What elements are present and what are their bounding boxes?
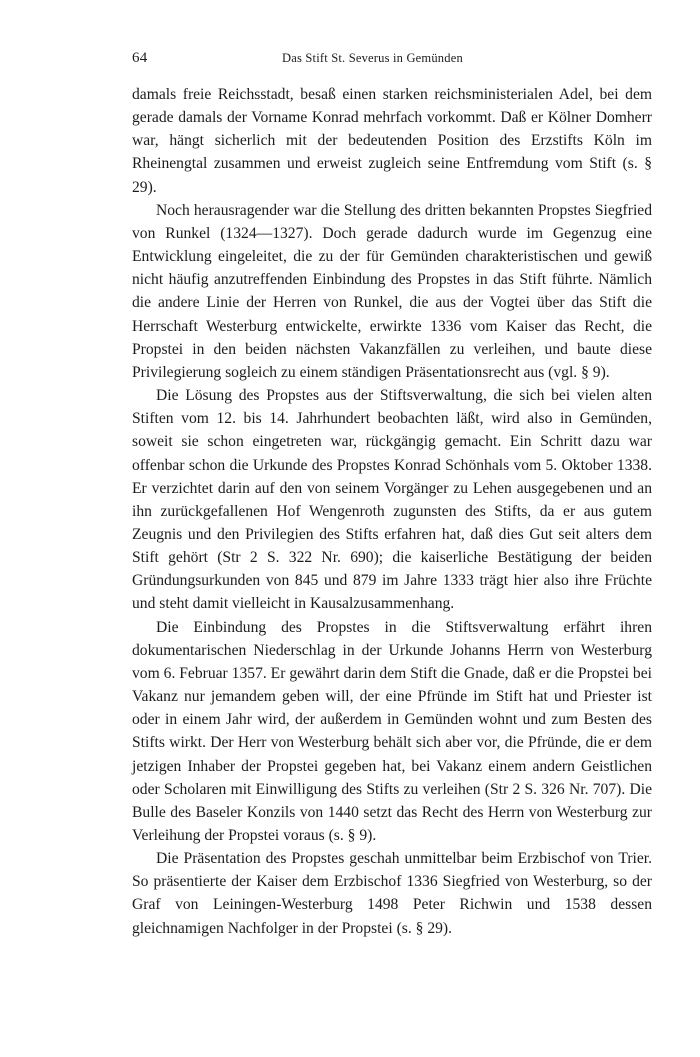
paragraph: Die Lösung des Propstes aus der Stiftsverwaltung, die sich bei vielen alten Stiften vom 12. bis 14. Jahrhundert beobachten läßt, wird also in Gemünden, soweit sie schon eingetreten war, rückgängig gemacht. Ein Schritt dazu war offenbar schon die Urkunde des Propstes Konrad Schönhals vom 5. Oktober 1338. Er verzichtet darin auf den von seinem Vorgänger zu Lehen ausgegebenen und an ihn zurückgefallenen Hof Wengenroth zugunsten des Stifts, da er aus gutem Zeugnis und den Privilegien des Stifts erfahren hat, daß dies Gut seit alters dem Stift gehört (Str 2 S. 322 Nr. 690); die kaiserliche Bestätigung der beiden Gründungsurkunden von 845 und 879 im Jahre 1333 trägt hier also ihre Früchte und steht damit vielleicht in Kausalzusammenhang. — [132, 387, 652, 613]
paragraph: damals freie Reichsstadt, besaß einen starken reichsministerialen Adel, bei dem gerade damals der Vorname Konrad mehrfach vorkommt. Daß er Kölner Domherr war, hängt sicherlich mit der bedeutenden Position des Erzstifts Köln im Rheinengtal zusammen und erweist zugleich seine Entfremdung vom Stift (s. § 29). — [132, 86, 652, 196]
paragraph: Noch herausragender war die Stellung des dritten bekannten Propstes Siegfried von Runkel (1324—1327). Doch gerade dadurch wurde im Gegenzug eine Entwicklung eingeleitet, die zu der für Gemünden charakteristischen und gewiß nicht häufig anzutreffenden Einbindung des Propstes in das Stift führte. Nämlich die andere Linie der Herren von Runkel, die aus der Vogtei über das Stift die Herrschaft Westerburg entwickelte, erwirkte 1336 vom Kaiser das Recht, die Propstei in den beiden nächsten Vakanzfällen zu verleihen, und baute diese Privilegierung sogleich zu einem ständigen Präsentationsrecht aus (vgl. § 9). — [132, 201, 652, 381]
running-head: Das Stift St. Severus in Gemünden — [282, 51, 463, 65]
paragraph: Die Einbindung des Propstes in die Stiftsverwaltung erfährt ihren dokumentarischen Niederschlag in der Urkunde Johanns Herrn von Westerburg vom 6. Februar 1357. Er gewährt darin dem Stift die Gnade, daß er die Propstei bei Vakanz nur jemandem geben will, der eine Pfründe im Stift hat und Priester ist oder in einem Jahr wird, der außerdem in Gemünden wohnt und zum Besten des Stifts wirkt. Der Herr von Westerburg behält sich aber vor, die Pfründe, die er dem jetzigen Inhaber der Propstei gegeben hat, bei Vakanz einem andern Geistlichen oder Scholaren mit Einwilligung des Stifts zu verleihen (Str 2 S. 326 Nr. 707). Die Bulle des Baseler Konzils von 1440 setzt das Recht des Herrn von Westerburg zur Verleihung der Propstei voraus (s. § 9). — [132, 618, 652, 844]
page-number: 64 — [132, 50, 148, 66]
body-text — [132, 83, 652, 940]
paragraph: Die Präsentation des Propstes geschah unmittelbar beim Erzbischof von Trier. So präsentierte der Kaiser dem Erzbischof 1336 Siegfried von Westerburg, so der Graf von Leiningen-Westerburg 1498 Peter Richwin und 1538 dessen gleichnamigen Nachfolger in der Propstei (s. § 29). — [132, 850, 652, 937]
page-header — [132, 50, 652, 72]
